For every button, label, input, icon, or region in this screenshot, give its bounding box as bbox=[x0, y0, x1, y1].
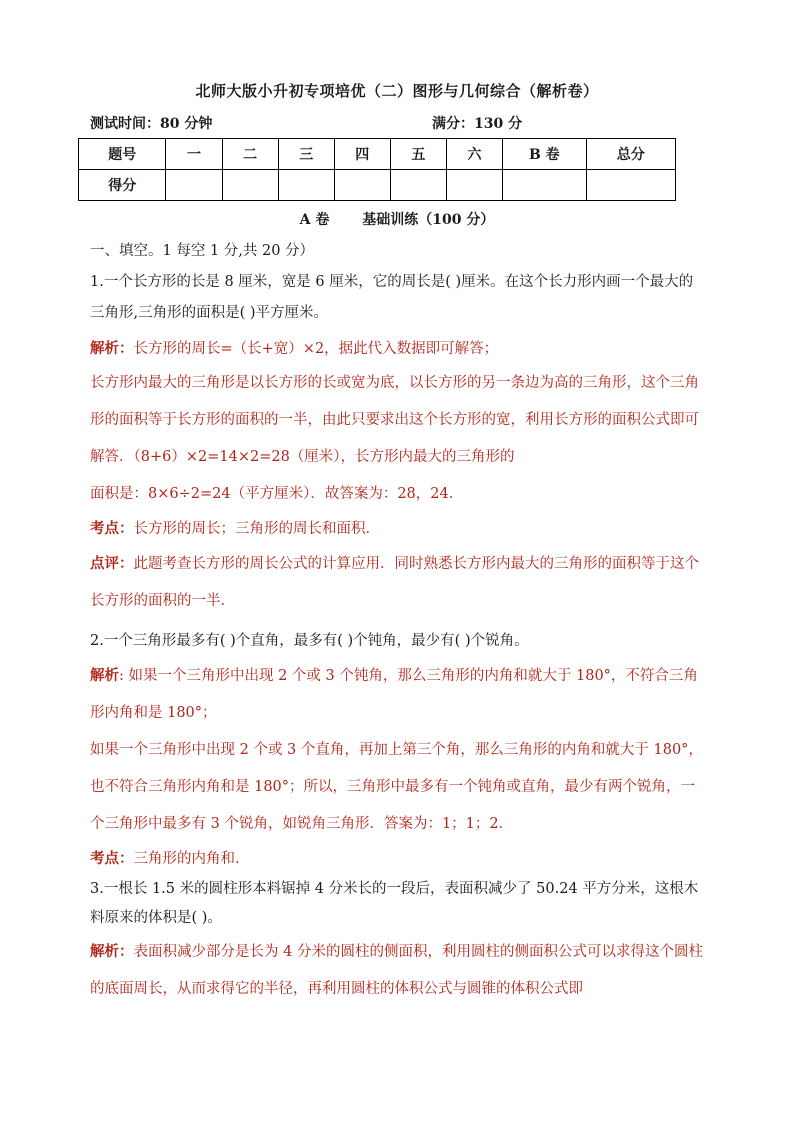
q1-text: 1.一个长方形的长是 8 厘米，宽是 6 厘米，它的周长是( )厘米。在这个长力形内画一个最大的三角形,三角形的面积是( )平方厘米。 bbox=[90, 274, 694, 321]
score-cell[interactable] bbox=[334, 170, 390, 201]
score-table-header-row bbox=[79, 139, 676, 170]
score-table bbox=[78, 138, 676, 201]
q2-text: 2.一个三角形最多有( )个直角，最多有( )个钝角，最少有( )个锐角。 bbox=[90, 633, 529, 649]
q1-analysis-label: 解析： bbox=[90, 340, 134, 357]
q3-text: 3.一根长 1.5 米的圆柱形本料锯掉 4 分米长的一段后，表面积减少了 50.24 平方分米，这根木料原来的体积是( )。 bbox=[90, 881, 699, 926]
score-cell[interactable] bbox=[586, 170, 675, 201]
score-cell[interactable] bbox=[446, 170, 502, 201]
section-a-heading bbox=[0, 209, 794, 229]
q3-analysis-1: 解析：表面积减少部分是长为 4 分米的圆柱的侧面积，利用圆柱的侧面积公式可以求得这个圆柱的底面周长，从而求得它的半径，再利用圆柱的体积公式与圆锥的体积公式即 bbox=[90, 943, 703, 997]
content-body bbox=[90, 236, 704, 1008]
section-a-label: A 卷 bbox=[299, 212, 330, 228]
header-cell: 四 bbox=[334, 139, 390, 170]
part1-heading: 一、填空。1 每空 1 分,共 20 分） bbox=[90, 243, 315, 259]
row-label: 得分 bbox=[79, 170, 166, 201]
score-cell[interactable] bbox=[278, 170, 334, 201]
test-time: 测试时间：80 分钟 bbox=[90, 116, 213, 132]
score-table-score-row bbox=[79, 170, 676, 201]
header-cell: 题号 bbox=[79, 139, 166, 170]
q2-analysis-2: 如果一个三角形中出现 2 个或 3 个直角，再加上第三个角，那么三角形的内角和就大于 180°，也不符合三角形内角和是 180°；所以，三角形中最多有一个钝角或直角，最少有两个锐角，一个三角形中最多有 3 个锐角，如锐角三角形．答案为：1；1；2． bbox=[90, 742, 703, 832]
header-cell: 总分 bbox=[586, 139, 675, 170]
header-cell: 一 bbox=[166, 139, 222, 170]
q1-analysis-1: 解析：长方形的周长=（长+宽）×2，据此代入数据即可解答； bbox=[90, 340, 499, 357]
q1-analysis-3: 面积是：8×6÷2=24（平方厘米）．故答案为：28，24． bbox=[90, 486, 464, 502]
q1-dianping: 点评：此题考查长方形的周长公式的计算应用．同时熟悉长方形内最大的三角形的面积等于这个长方形的面积的一半． bbox=[90, 555, 699, 609]
q2-kaodian: 考点：三角形的内角和． bbox=[90, 850, 250, 867]
section-a-title: 基础训练（100 分） bbox=[362, 212, 495, 228]
header-cell: B 卷 bbox=[503, 139, 587, 170]
header-cell: 五 bbox=[390, 139, 446, 170]
q1-kaodian: 考点：长方形的周长；三角形的周长和面积． bbox=[90, 520, 380, 537]
score-cell[interactable] bbox=[503, 170, 587, 201]
page-title: 北师大版小升初专项培优（二）图形与几何综合（解析卷） bbox=[195, 82, 599, 100]
q2-analysis-1: 解析: 如果一个三角形中出现 2 个或 3 个钝角，那么三角形的内角和就大于 180°，不符合三角形内角和是 180°； bbox=[90, 667, 698, 721]
score-cell[interactable] bbox=[390, 170, 446, 201]
score-cell[interactable] bbox=[166, 170, 222, 201]
header-cell: 六 bbox=[446, 139, 502, 170]
score-cell[interactable] bbox=[222, 170, 278, 201]
header-cell: 三 bbox=[278, 139, 334, 170]
q1-analysis-2: 长方形内最大的三角形是以长方形的长或宽为底，以长方形的另一条边为高的三角形，这个三角形的面积等于长方形的面积的一半，由此只要求出这个长方形的宽，利用长方形的面积公式即可解答．（8+6）×2=14×2=28（厘米），长方形内最大的三角形的 bbox=[90, 375, 699, 465]
full-score: 满分：130 分 bbox=[432, 116, 523, 132]
header-cell: 二 bbox=[222, 139, 278, 170]
